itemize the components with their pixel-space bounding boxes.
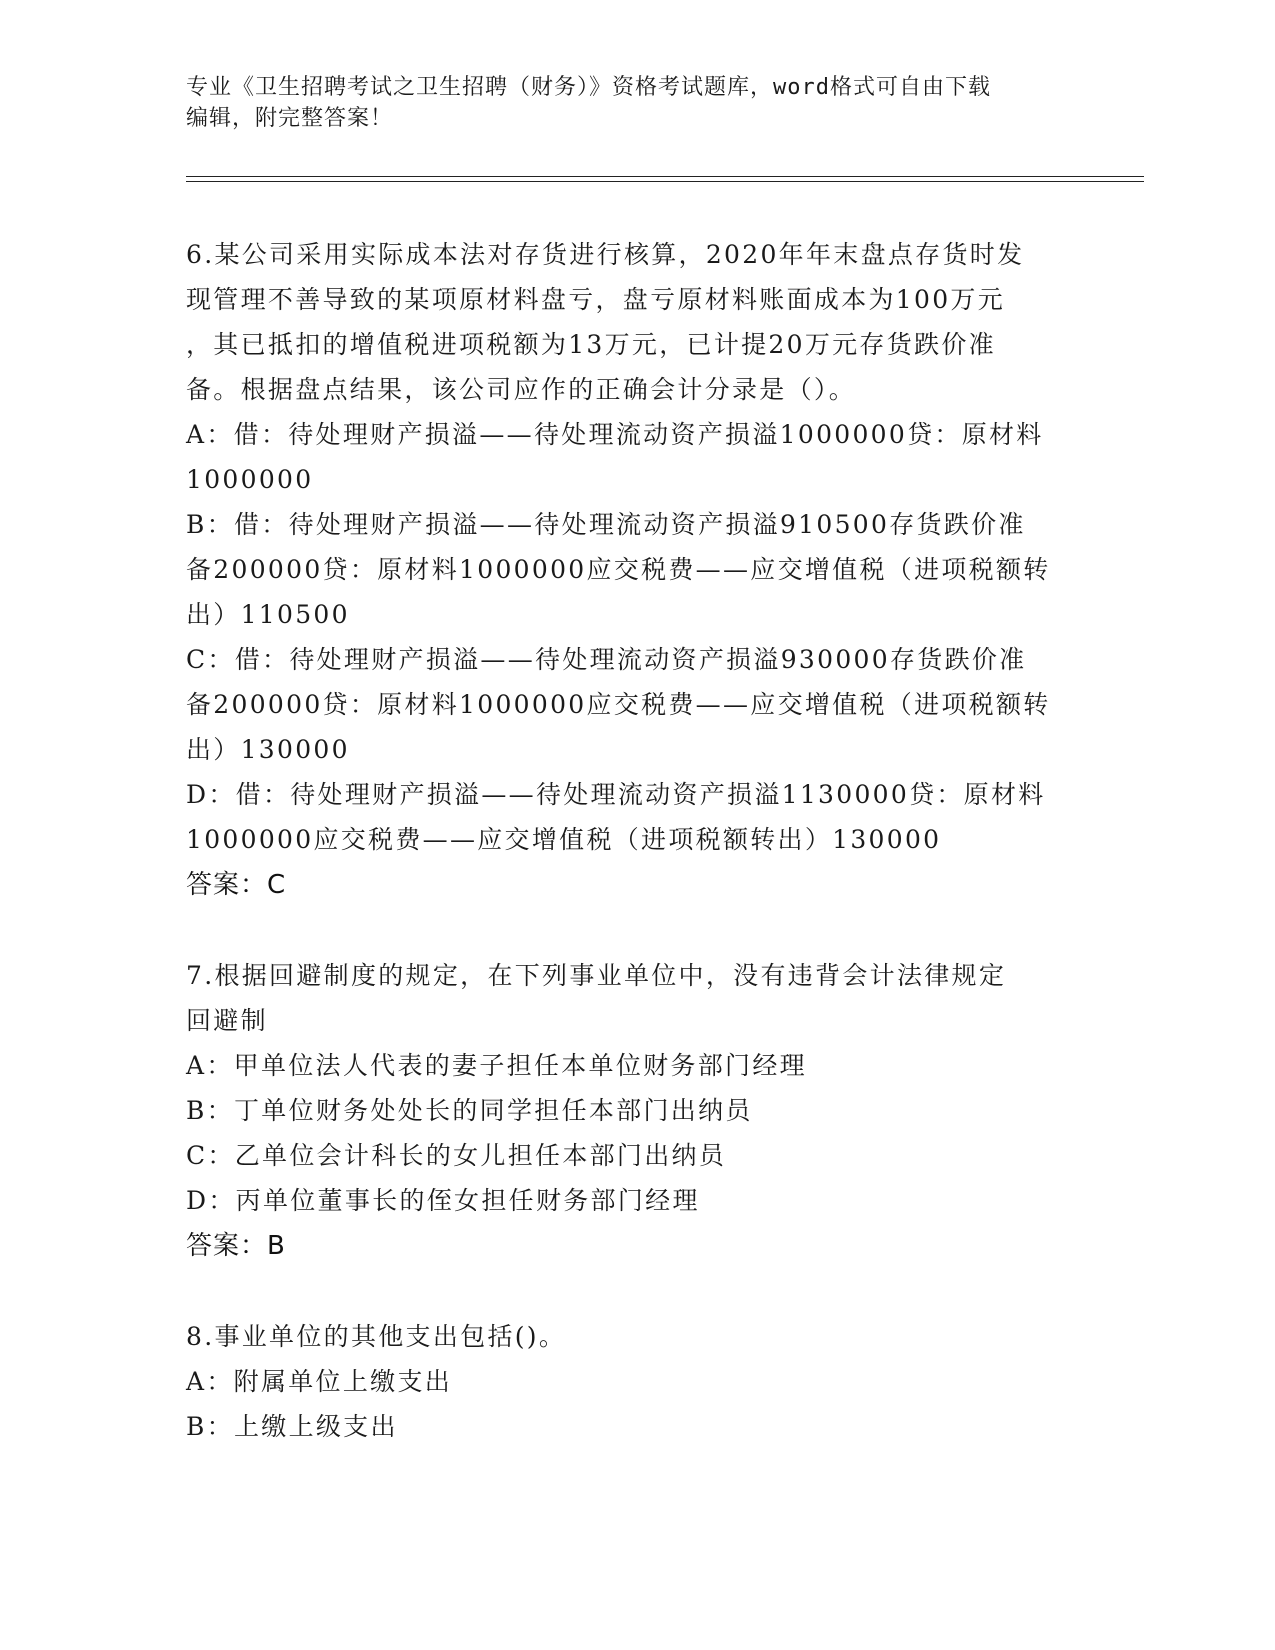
option-d-line: D：丙单位董事长的侄女担任财务部门经理 bbox=[186, 1186, 700, 1215]
question-stem-line: 现管理不善导致的某项原材料盘亏，盘亏原材料账面成本为100万元 bbox=[186, 285, 1006, 314]
question-7 bbox=[186, 953, 1066, 1269]
option-a-line: A：甲单位法人代表的妻子担任本单位财务部门经理 bbox=[186, 1051, 807, 1080]
option-b-line: B：上缴上级支出 bbox=[186, 1412, 398, 1441]
header-divider-bottom bbox=[186, 181, 1144, 182]
option-b-line: B：丁单位财务处处长的同学担任本部门出纳员 bbox=[186, 1096, 753, 1125]
question-spacer bbox=[186, 1269, 1066, 1314]
option-d-line: 1000000应交税费——应交增值税（进项税额转出）130000 bbox=[186, 825, 942, 854]
option-a-line: A：附属单位上缴支出 bbox=[186, 1367, 453, 1396]
question-list bbox=[186, 232, 1066, 1449]
answer-label: 答案：C bbox=[186, 870, 287, 900]
question-stem-line: 6.某公司采用实际成本法对存货进行核算，2020年年末盘点存货时发 bbox=[186, 240, 1025, 269]
question-stem-line: 7.根据回避制度的规定，在下列事业单位中，没有违背会计法律规定 bbox=[186, 961, 1007, 990]
answer-label: 答案：B bbox=[186, 1231, 286, 1261]
option-d-line: D：借：待处理财产损溢——待处理流动资产损溢1130000贷：原材料 bbox=[186, 780, 1046, 809]
question-stem-line: ，其已抵扣的增值税进项税额为13万元，已计提20万元存货跌价准 bbox=[186, 330, 996, 359]
question-stem-line: 备。根据盘点结果，该公司应作的正确会计分录是（）。 bbox=[186, 375, 857, 404]
option-c-line: C：乙单位会计科长的女儿担任本部门出纳员 bbox=[186, 1141, 727, 1170]
question-stem-line: 8.事业单位的其他支出包括()。 bbox=[186, 1322, 567, 1351]
option-c-line: 出）130000 bbox=[186, 735, 350, 764]
option-b-line: 备200000贷：原材料1000000应交税费——应交增值税（进项税额转 bbox=[186, 555, 1051, 584]
option-b-line: B：借：待处理财产损溢——待处理流动资产损溢910500存货跌价准 bbox=[186, 510, 1026, 539]
question-6 bbox=[186, 232, 1066, 908]
header-divider-top bbox=[186, 176, 1144, 177]
header-line-1: 专业《卫生招聘考试之卫生招聘（财务）》资格考试题库，word格式可自由下载 bbox=[186, 75, 991, 100]
question-stem-line: 回避制 bbox=[186, 1006, 268, 1035]
option-b-line: 出）110500 bbox=[186, 600, 350, 629]
header-line-2: 编辑，附完整答案！ bbox=[186, 106, 394, 131]
document-header bbox=[186, 72, 1086, 134]
option-a-line: 1000000 bbox=[186, 465, 314, 494]
question-8 bbox=[186, 1314, 1066, 1449]
option-c-line: 备200000贷：原材料1000000应交税费——应交增值税（进项税额转 bbox=[186, 690, 1051, 719]
option-c-line: C：借：待处理财产损溢——待处理流动资产损溢930000存货跌价准 bbox=[186, 645, 1027, 674]
option-a-line: A：借：待处理财产损溢——待处理流动资产损溢1000000贷：原材料 bbox=[186, 420, 1044, 449]
question-spacer bbox=[186, 908, 1066, 953]
